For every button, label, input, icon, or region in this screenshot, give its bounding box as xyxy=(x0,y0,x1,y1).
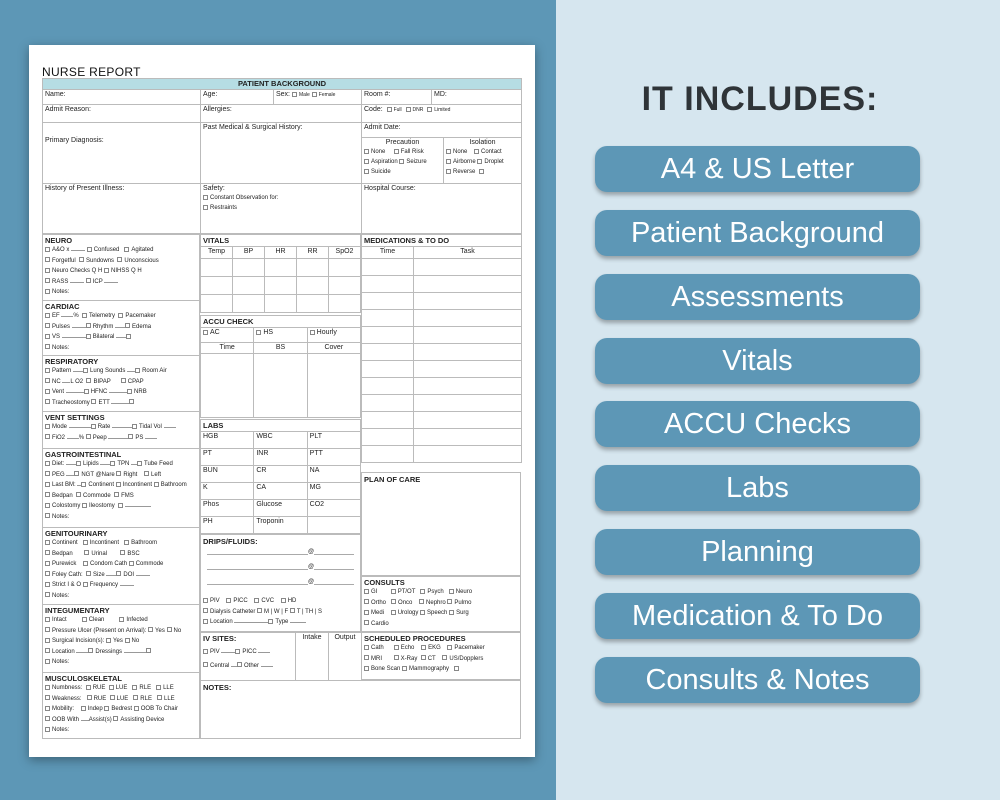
meds-time-cell[interactable] xyxy=(362,327,414,344)
labs-table xyxy=(200,419,361,534)
lab-cr[interactable]: CR xyxy=(254,466,307,483)
assessments-column xyxy=(42,234,200,739)
scheduled-procedures-section: SCHEDULED PROCEDURES Cath Echo EKG Pacemaker MRI X-Ray CT US/Dopplers Bone Scan Mammography xyxy=(361,632,521,680)
meds-time-cell[interactable] xyxy=(362,429,414,446)
feature-pill-assessments: Assessments xyxy=(595,274,920,320)
lab-k[interactable]: K xyxy=(201,483,254,500)
vitals-table xyxy=(200,234,361,313)
vitals-cell[interactable] xyxy=(329,259,361,277)
meds-task-cell[interactable] xyxy=(414,429,522,446)
medications-title: MEDICATIONS & TO DO xyxy=(362,235,522,247)
gastrointestinal-section: GASTROINTESTINAL Diet: Lipids TPN Tube Feed PEG NGT @Nare Right Left Last BM: Continent Incontinent Bathroom Bedpan Commode FMS Colostomy Ileostomy Notes: xyxy=(43,449,199,528)
vitals-col-bp: BP xyxy=(233,247,265,259)
meds-time-cell[interactable] xyxy=(362,310,414,327)
meds-time-cell[interactable] xyxy=(362,361,414,378)
accu-col-time: Time xyxy=(201,343,254,354)
meds-time-cell[interactable] xyxy=(362,259,414,276)
meds-col-time: Time xyxy=(362,247,414,259)
neuro-section: NEURO A&O x Confused Agitated Forgetful Sundowns Unconscious Neuro Checks Q H NIHSS Q H RASS ICP Notes: xyxy=(43,235,199,301)
lab-plt[interactable]: PLT xyxy=(307,432,360,449)
vitals-cell[interactable] xyxy=(201,277,233,295)
accu-option-hs[interactable]: HS xyxy=(254,328,307,343)
vitals-cell[interactable] xyxy=(329,295,361,313)
output-column[interactable]: Output xyxy=(329,633,362,681)
consults-section: CONSULTS GI PT/OT Psych Neuro Ortho Onco Nephro Pulmo Medi Urology Speech Surg Cardio xyxy=(361,576,521,632)
feature-pill-patient-background: Patient Background xyxy=(595,210,920,256)
hospital-course-field[interactable]: Hospital Course: xyxy=(362,184,522,234)
feature-pill-medication-todo: Medication & To Do xyxy=(595,593,920,639)
nurse-report-sheet xyxy=(29,45,535,757)
vitals-title: VITALS xyxy=(201,235,361,247)
musculoskeletal-section: MUSCULOSKELETAL Numbness: RUE LUE RLE LLE Weakness: RUE LUE RLE LLE Mobility: Indep Bedrest OOB To Chair OOB With Assist(s) Assisting Device Notes: xyxy=(45,674,178,733)
lab-na[interactable]: NA xyxy=(307,466,360,483)
meds-task-cell[interactable] xyxy=(414,344,522,361)
vitals-cell[interactable] xyxy=(201,295,233,313)
isolation-block: Isolation None Contact Airborne Droplet Reverse xyxy=(444,138,521,183)
sheet-title: NURSE REPORT xyxy=(42,65,141,79)
drips-fluids-section: DRIPS/FLUIDS: @ @ @ PIV PICC CVC HD Dialysis Catheter M | W | F T | TH | S Location Type xyxy=(200,534,361,632)
labs-title: LABS xyxy=(201,420,361,432)
integumentary-section: INTEGUMENTARY Intact Clean Infected Pressure Ulcer (Present on Arrival): Yes No Surgical Incision(s): Yes No Location Dressings Notes: xyxy=(43,605,199,673)
meds-task-cell[interactable] xyxy=(414,446,522,463)
vitals-cell[interactable] xyxy=(329,277,361,295)
vitals-cell[interactable] xyxy=(265,259,297,277)
accu-cell[interactable] xyxy=(307,354,360,418)
meds-task-cell[interactable] xyxy=(414,259,522,276)
vitals-col-rr: RR xyxy=(297,247,329,259)
allergies-field[interactable]: Allergies: xyxy=(201,105,362,123)
vitals-cell[interactable] xyxy=(233,277,265,295)
safety-field[interactable]: Safety: Constant Observation for: Restraints xyxy=(201,184,362,234)
accu-cell[interactable] xyxy=(254,354,307,418)
meds-time-cell[interactable] xyxy=(362,378,414,395)
meds-col-task: Task xyxy=(414,247,522,259)
section-header-patient-background: PATIENT BACKGROUND xyxy=(43,79,522,90)
lab-ph[interactable]: PH xyxy=(201,517,254,534)
plan-of-care-section[interactable]: PLAN OF CARE xyxy=(361,472,521,576)
accu-col-bs: BS xyxy=(254,343,307,354)
patient-background-table xyxy=(42,78,522,234)
age-field[interactable]: Age: xyxy=(201,90,274,105)
name-field[interactable]: Name: xyxy=(43,90,201,105)
accu-option-ac[interactable]: AC xyxy=(201,328,254,343)
lab-ca[interactable]: CA xyxy=(254,483,307,500)
lab-phos[interactable]: Phos xyxy=(201,500,254,517)
meds-task-cell[interactable] xyxy=(414,293,522,310)
lab-inr[interactable]: INR xyxy=(254,449,307,466)
feature-pill-planning: Planning xyxy=(595,529,920,575)
lab-mg[interactable]: MG xyxy=(307,483,360,500)
meds-task-cell[interactable] xyxy=(414,395,522,412)
meds-task-cell[interactable] xyxy=(414,276,522,293)
lab-wbc[interactable]: WBC xyxy=(254,432,307,449)
vent-settings-section: VENT SETTINGS Mode Rate Tidal Vol FiO2 % Peep PS xyxy=(43,412,199,449)
iv-sites-block: IV SITES: PIV PICC Central Other xyxy=(201,633,296,681)
cardiac-section: CARDIAC EF % Telemetry Pacemaker Pulses Rhythm Edema VS Bilateral Notes: xyxy=(43,301,199,356)
lab-co2[interactable]: CO2 xyxy=(307,500,360,517)
notes-section[interactable]: NOTES: xyxy=(200,680,521,739)
vitals-cell[interactable] xyxy=(297,295,329,313)
vitals-col-temp: Temp xyxy=(201,247,233,259)
meds-time-cell[interactable] xyxy=(362,276,414,293)
vitals-cell[interactable] xyxy=(201,259,233,277)
precaution-block: Precaution None Fall Risk Aspiration Seizure Suicide xyxy=(362,138,444,183)
lab-ptt[interactable]: PTT xyxy=(307,449,360,466)
vitals-cell[interactable] xyxy=(297,277,329,295)
feature-pill-accu-checks: ACCU Checks xyxy=(595,401,920,447)
genitourinary-section: GENITOURINARY Continent Incontinent Bathroom Bedpan Urinal BSC Purewick Condom Cath Commode Foley Cath: Size DOI Strict I & O Frequency Notes: xyxy=(43,528,199,605)
accu-col-cover: Cover xyxy=(307,343,360,354)
meds-time-cell[interactable] xyxy=(362,395,414,412)
iv-sites-table xyxy=(200,632,362,681)
vitals-cell[interactable] xyxy=(297,259,329,277)
accu-check-table xyxy=(200,315,361,418)
meds-task-cell[interactable] xyxy=(414,412,522,429)
vitals-col-spo2: SpO2 xyxy=(329,247,361,259)
medications-todo-table xyxy=(361,234,522,463)
meds-task-cell[interactable] xyxy=(414,327,522,344)
admit-date-field[interactable]: Admit Date: Precaution None Fall Risk Aspiration Seizure Suicide Isolation None Contact Airborne Droplet Reverse xyxy=(362,123,522,184)
lab-bun[interactable]: BUN xyxy=(201,466,254,483)
lab-blank[interactable] xyxy=(307,517,360,534)
meds-time-cell[interactable] xyxy=(362,344,414,361)
meds-task-cell[interactable] xyxy=(414,310,522,327)
accu-option-hourly[interactable]: Hourly xyxy=(307,328,360,343)
vitals-col-hr: HR xyxy=(265,247,297,259)
feature-pill-consults-notes: Consults & Notes xyxy=(595,657,920,703)
pmh-field[interactable]: Past Medical & Surgical History: xyxy=(201,123,362,184)
vitals-cell[interactable] xyxy=(265,277,297,295)
sex-field[interactable]: Sex: Male Female xyxy=(274,90,362,105)
primary-diagnosis-field[interactable]: Primary Diagnosis: xyxy=(43,123,201,184)
vitals-cell[interactable] xyxy=(233,295,265,313)
feature-pill-a4-us-letter: A4 & US Letter xyxy=(595,146,920,192)
accu-check-title: ACCU CHECK xyxy=(201,316,361,328)
accu-cell[interactable] xyxy=(201,354,254,418)
includes-heading: IT INCLUDES: xyxy=(641,80,879,118)
code-field[interactable]: Code: Full DNR Limited xyxy=(362,105,522,123)
meds-task-cell[interactable] xyxy=(414,361,522,378)
md-field[interactable]: MD: xyxy=(432,90,522,105)
admit-reason-field[interactable]: Admit Reason: xyxy=(43,105,201,123)
meds-time-cell[interactable] xyxy=(362,412,414,429)
lab-pt[interactable]: PT xyxy=(201,449,254,466)
vitals-cell[interactable] xyxy=(233,259,265,277)
meds-time-cell[interactable] xyxy=(362,293,414,310)
hpi-field[interactable]: History of Present Illness: xyxy=(43,184,201,234)
intake-column[interactable]: Intake xyxy=(296,633,329,681)
vitals-cell[interactable] xyxy=(265,295,297,313)
feature-pill-vitals: Vitals xyxy=(595,338,920,384)
meds-time-cell[interactable] xyxy=(362,446,414,463)
lab-glucose[interactable]: Glucose xyxy=(254,500,307,517)
lab-troponin[interactable]: Troponin xyxy=(254,517,307,534)
meds-task-cell[interactable] xyxy=(414,378,522,395)
room-field[interactable]: Room #: xyxy=(362,90,432,105)
feature-pill-labs: Labs xyxy=(595,465,920,511)
lab-hgb[interactable]: HGB xyxy=(201,432,254,449)
respiratory-section: RESPIRATORY Pattern Lung Sounds Room Air NC L O2 BIPAP CPAP Vent HFNC NRB Tracheostomy ETT xyxy=(43,356,199,412)
